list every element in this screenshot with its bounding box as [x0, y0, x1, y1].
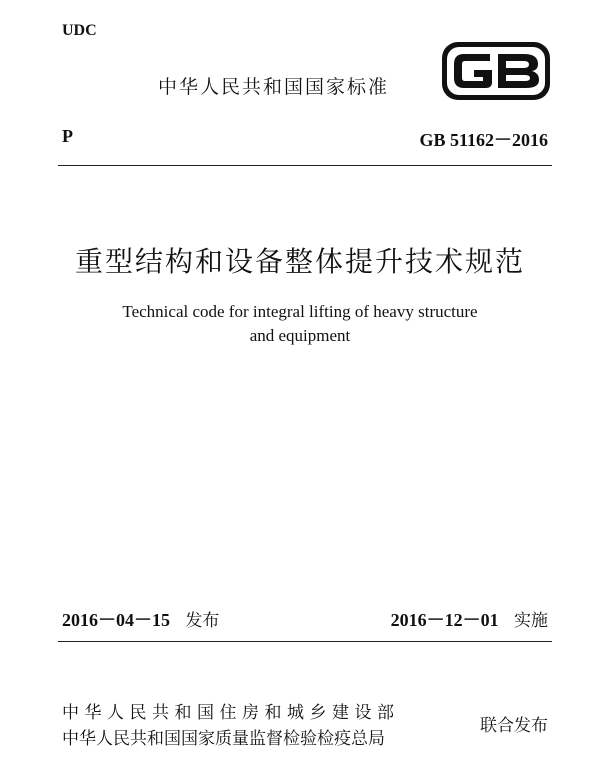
- joint-release-label: 联合发布: [480, 716, 548, 736]
- english-title-line2: and equipment: [249, 326, 351, 345]
- issuer-ministry-housing: 中华人民共和国住房和城乡建设部: [62, 703, 400, 723]
- standard-name: 中华人民共和国国家标准: [158, 76, 390, 98]
- english-title: [0, 300, 600, 348]
- implement-date-block: [391, 606, 548, 632]
- issue-label: 发布: [185, 611, 220, 631]
- english-title-line1: Technical code for integral lifting of heavy structure: [122, 302, 478, 321]
- chinese-title: 重型结构和设备整体提升技术规范: [74, 245, 525, 278]
- issuer-aqsiq: 中华人民共和国国家质量监督检验检疫总局: [62, 729, 385, 749]
- issuers-block: [62, 700, 400, 752]
- standard-number: GB 51162－2016: [419, 130, 548, 150]
- top-divider: [58, 165, 552, 166]
- issue-date: 2016－04－15: [62, 610, 170, 630]
- classification-code: P: [62, 126, 73, 146]
- gb-logo: [440, 40, 552, 102]
- issue-date-block: [62, 606, 219, 632]
- implement-date: 2016－12－01: [390, 610, 499, 630]
- bottom-divider: [58, 641, 552, 642]
- implement-label: 实施: [514, 611, 548, 631]
- udc-label: UDC: [62, 22, 97, 39]
